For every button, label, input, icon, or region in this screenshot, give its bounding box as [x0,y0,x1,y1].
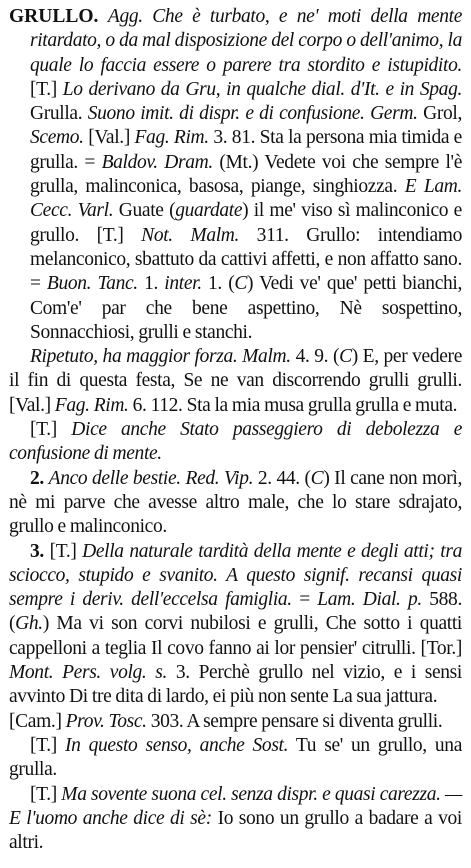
italic-run: Buon. Tanc. [46,273,138,295]
entry-paragraph [9,734,462,783]
text-run: (Mt.) Vedete voi che sempre l'è grulla, malinconica, basosa, piange, singhiozza. [30,151,462,198]
italic-run: Anco delle bestie. Red. Vip. [48,467,254,489]
text-run: [Val.] [83,127,135,149]
text-run: Guate ( [113,200,176,222]
text-run: ) Vedi ve' que' petti bianchi, Com'e' par che bene aspettino, Nè sospettino, Sonnacchiosi, grulli e stanchi. [30,273,462,343]
text-run: [T.] [30,734,65,756]
entry-paragraph [9,783,462,856]
text-run: [T.] [30,783,62,805]
entry-paragraph [9,467,462,540]
italic-run: Lam. Dial. p. [317,589,422,611]
italic-run: Agg. Che è turbato, e ne' moti della mente ritardato, o da mal disposizione del corpo o dell'animo, la quale lo faccia essere o parere tra stordito e istupidito. [30,6,462,76]
text-run: = [291,589,318,611]
text-run: [T.] [43,540,83,562]
entry-paragraph [9,345,462,418]
text-run: Grulla. [30,103,88,125]
italic-run: Scemo. [30,127,84,149]
italic-run: Della naturale tardità della mente e degli atti; tra sciocco, stupido e svanito. A questo signif. recansi quasi sempre i deriv. dell'eccelsa famiglia. [9,540,462,611]
italic-run: guardate [175,200,243,222]
text-run: 3. Perchè grullo nel vizio, e i sensi avvinto Di tre dita di lardo, ei più non sente La sua jattura. [9,662,462,708]
sense-number: 3. [30,540,44,562]
text-run: 1. ( [201,273,235,295]
entry-paragraph [9,540,462,710]
text-run: ) E, per vedere il fin di questa festa, Se ne van discorrendo grulli grulli. [Val.] [9,346,463,416]
dictionary-entry-grullo [9,5,462,855]
italic-run: C [234,273,248,295]
text-run [98,6,108,27]
italic-run: inter. [164,273,202,295]
italic-run: E Lam. Cecc. Varl. [30,176,462,222]
italic-run: Fag. Rim. [54,394,129,416]
text-run: Io sono un grullo a badare a voi altri. [9,807,462,854]
italic-run: In questo senso, anche Sost. [65,734,289,756]
text-run: 2. 44. ( [253,467,311,489]
text-run: 3. 81. Sta la persona mia timida e grulla. = [30,127,462,173]
italic-run: Suono imit. di dispr. e di confusione. Germ. [87,103,418,125]
text-run: [T.] [30,419,72,441]
text-run: 303. A sempre pensare si diventa grulli. [146,710,443,732]
entry-paragraph [9,418,462,467]
italic-run: Gh. [15,613,43,635]
italic-run: Mont. Pers. volg. s. [9,662,168,684]
italic-run: Ma sovente suona cel. senza dispr. e quasi carezza. — E l'uomo anche dice di sè: [9,783,462,829]
text-run: 588. ( [9,589,462,635]
text-run: [Cam.] [9,710,66,732]
headword: GRULLO. [9,6,99,27]
text-run: ) Il cane non morì, nè mi parve che avesse altro male, che lo stare sdrajato, grullo e malinconico. [9,467,462,538]
text-run: ) il me' viso sì malinconico e grullo. [T.] [30,200,462,246]
italic-run: Ripetuto, ha maggior forza. Malm. [30,346,291,368]
text-run: 311. Grullo: intendiamo melanconico, sbattuto da cattivi affetti, e non affatto sano. = [30,224,463,295]
text-run: 6. 112. Sta la mia musa grulla grulla e muta. [128,394,458,416]
italic-run: Lo derivano da Gru, in qualche dial. d'It. e in Spag. [62,78,463,100]
text-run: 1. [137,273,165,295]
entry-paragraph [9,710,462,734]
italic-run: Fag. Rim. [134,127,209,149]
italic-run: C [310,467,324,489]
text-run: [T.] [30,78,63,100]
text-run: ) Ma vi son corvi nubilosi e grulli, Che sotto i quatti cappelloni a teglia Il covo fanno ai lor pensier' citrulli. [Tor.] [9,613,462,659]
text-run: Tu se' un grullo, una grulla. [9,734,463,781]
text-run: Grol, [417,103,462,125]
text-run: 4. 9. ( [290,346,340,368]
italic-run: Not. Malm. [141,224,240,246]
sense-number: 2. [30,467,44,489]
italic-run: Prov. Tosc. [65,710,147,732]
italic-run: C [339,346,352,368]
entry-paragraph [9,5,462,345]
italic-run: Baldov. Dram. [101,151,213,173]
italic-run: Dice anche Stato passeggiero di debolezza e confusione di mente. [9,419,463,465]
